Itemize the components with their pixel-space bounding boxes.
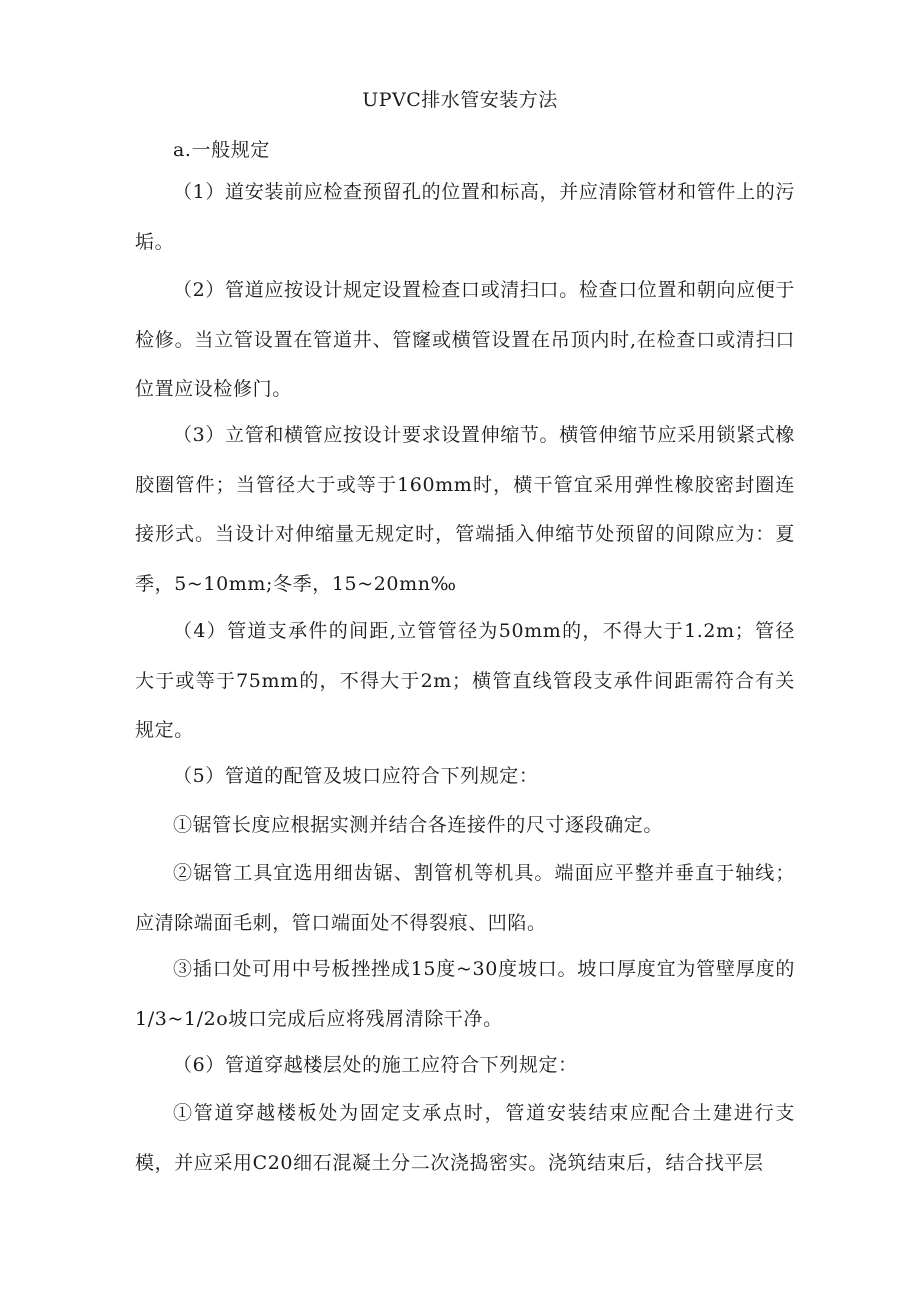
paragraph-6: （6）管道穿越楼层处的施工应符合下列规定： — [173, 1054, 578, 1076]
list-item-5-1: ①锯管长度应根据实测并结合各连接件的尺寸逐段确定。 — [173, 814, 664, 836]
paragraph-3: （3）立管和横管应按设计要求设置伸缩节。横管伸缩节应采用锁紧式橡胶圈管件；当管径大于或等于160mm时，横干管宜采用弹性橡胶密封圈连接形式。当设计对伸缩量无规定时，管端插入伸缩节处预留的间隙应为：夏季，5~10mm;冬季，15~20mn‰ — [135, 424, 795, 595]
document-title: UPVC排水管安装方法 — [362, 89, 558, 111]
section-heading-a: a.一般规定 — [173, 139, 270, 161]
paragraph-1: （1）道安装前应检查预留孔的位置和标高，并应清除管材和管件上的污垢。 — [135, 181, 795, 253]
list-item-6-1: ①管道穿越楼板处为固定支承点时，管道安装结束应配合土建进行支模，并应采用C20细石混凝土分二次浇捣密实。浇筑结束后，结合找平层 — [135, 1102, 795, 1174]
list-item-5-3: ③插口处可用中号板挫挫成15度~30度坡口。坡口厚度宜为管壁厚度的1/3~1/2o坡口完成后应将残屑清除干净。 — [135, 958, 795, 1030]
paragraph-4: （4）管道支承件的间距,立管管径为50mm的，不得大于1.2m；管径大于或等于75mm的，不得大于2m；横管直线管段支承件间距需符合有关规定。 — [135, 620, 795, 741]
paragraph-5: （5）管道的配管及坡口应符合下列规定： — [173, 765, 539, 787]
paragraph-2: （2）管道应按设计规定设置检查口或清扫口。检查口位置和朝向应便于检修。当立管设置在管道井、管窿或横管设置在吊顶内时,在检查口或清扫口位置应设检修门。 — [135, 279, 795, 400]
list-item-5-2: ②锯管工具宜选用细齿锯、割管机等机具。端面应平整并垂直于轴线；应清除端面毛刺，管口端面处不得裂痕、凹陷。 — [135, 862, 795, 934]
